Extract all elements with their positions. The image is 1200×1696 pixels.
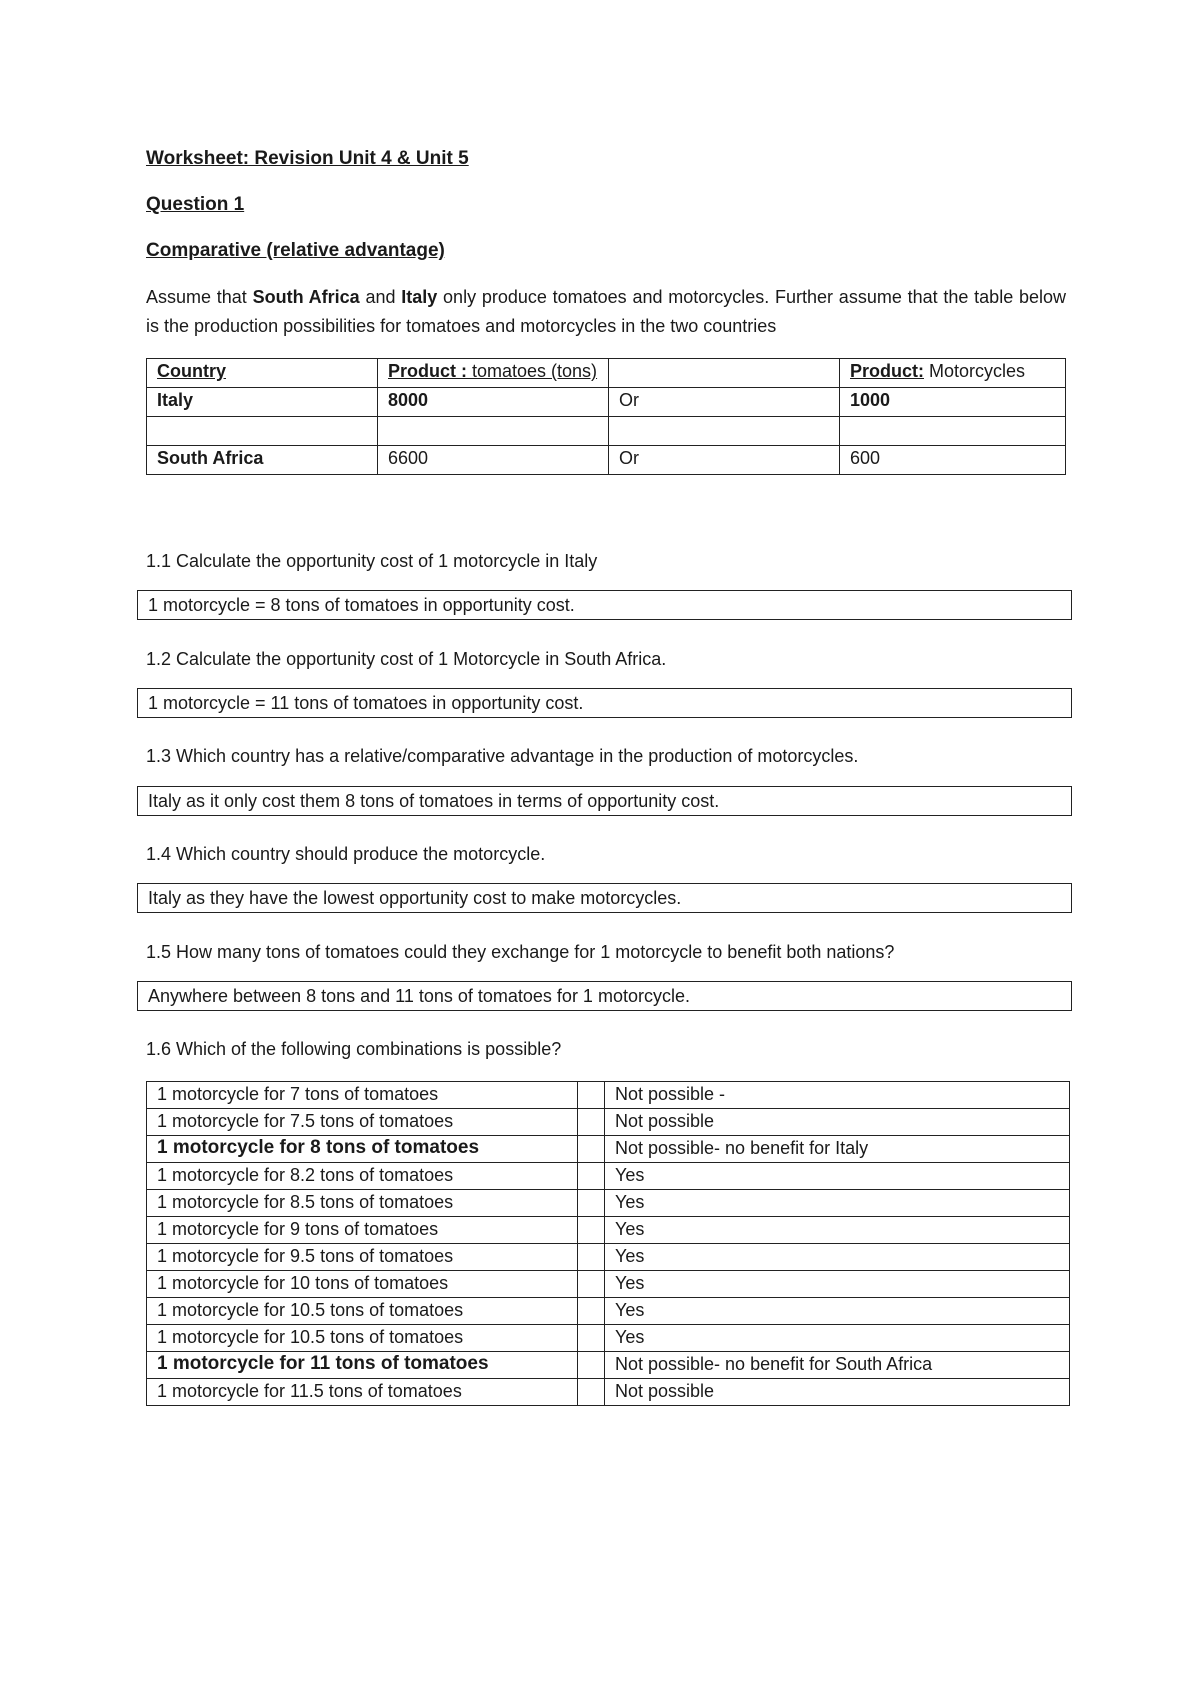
header-product1-rest: tomatoes (tons) (467, 361, 598, 381)
table-row-south-africa (147, 446, 1066, 475)
header-country (147, 359, 378, 388)
cell-or: Or (609, 388, 840, 417)
empty-cell (578, 1271, 605, 1298)
cell-empty (378, 417, 609, 446)
combo-cell: 1 motorcycle for 10.5 tons of tomatoes (147, 1298, 578, 1325)
combo-cell: 1 motorcycle for 7.5 tons of tomatoes (147, 1109, 578, 1136)
header-product2-bold: Product: (850, 361, 924, 381)
empty-cell (578, 1325, 605, 1352)
header-product-tomatoes (378, 359, 609, 388)
result-cell: Yes (605, 1244, 1070, 1271)
empty-cell (578, 1136, 605, 1163)
header-product2-rest: Motorcycles (924, 361, 1026, 381)
result-cell: Not possible- no benefit for Italy (605, 1136, 1070, 1163)
result-cell: Not possible - (605, 1082, 1070, 1109)
cell-motorcycles: 1000 (840, 388, 1066, 417)
question-1-4: 1.4 Which country should produce the motorcycle. (146, 844, 546, 864)
combinations-table (146, 1081, 1070, 1406)
combo-cell: 1 motorcycle for 10 tons of tomatoes (147, 1271, 578, 1298)
empty-cell (578, 1163, 605, 1190)
result-cell: Not possible (605, 1379, 1070, 1406)
table-row (147, 1298, 1070, 1325)
header-country-label: Country (157, 361, 226, 381)
cell-country: Italy (147, 388, 378, 417)
answer-box-1-4[interactable]: Italy as they have the lowest opportunity cost to make motorcycles. (137, 883, 1072, 913)
table-row (147, 1109, 1070, 1136)
intro-south-africa: South Africa (252, 287, 360, 307)
header-product-motorcycles (840, 359, 1066, 388)
result-cell: Not possible- no benefit for South Africa (605, 1352, 1070, 1379)
result-cell: Yes (605, 1271, 1070, 1298)
table-row-empty (147, 417, 1066, 446)
empty-cell (578, 1082, 605, 1109)
empty-cell (578, 1109, 605, 1136)
table-row (147, 1379, 1070, 1406)
result-cell: Yes (605, 1298, 1070, 1325)
section-heading: Comparative (relative advantage) (146, 240, 445, 261)
table-row (147, 1271, 1070, 1298)
answer-box-1-2[interactable]: 1 motorcycle = 11 tons of tomatoes in opportunity cost. (137, 688, 1072, 718)
result-cell: Yes (605, 1190, 1070, 1217)
cell-empty (609, 417, 840, 446)
table-row (147, 1217, 1070, 1244)
table-row (147, 1352, 1070, 1379)
empty-cell (578, 1379, 605, 1406)
table-row (147, 1163, 1070, 1190)
answer-box-1-3[interactable]: Italy as it only cost them 8 tons of tomatoes in terms of opportunity cost. (137, 786, 1072, 816)
intro-italy: Italy (401, 287, 438, 307)
header-product1-bold: Product : (388, 361, 467, 381)
result-cell: Yes (605, 1163, 1070, 1190)
cell-or: Or (609, 446, 840, 475)
intro-text-3: only produce tomatoes and motorcycles. Further assume that the table below is the production possibilities for tomatoes and motorcycles in the two countries (146, 287, 1066, 336)
table-header-row (147, 359, 1066, 388)
table-row (147, 1325, 1070, 1352)
production-possibilities-table (146, 358, 1066, 475)
result-cell: Yes (605, 1325, 1070, 1352)
empty-cell (578, 1298, 605, 1325)
table-row (147, 1136, 1070, 1163)
cell-tomatoes: 6600 (378, 446, 609, 475)
question-1-5: 1.5 How many tons of tomatoes could they exchange for 1 motorcycle to benefit both nations? (146, 942, 895, 962)
header-empty (609, 359, 840, 388)
combo-cell: 1 motorcycle for 8.2 tons of tomatoes (147, 1163, 578, 1190)
cell-tomatoes: 8000 (378, 388, 609, 417)
combo-cell: 1 motorcycle for 9 tons of tomatoes (147, 1217, 578, 1244)
combo-cell: 1 motorcycle for 9.5 tons of tomatoes (147, 1244, 578, 1271)
intro-text-1: Assume that (146, 287, 253, 307)
result-cell: Not possible (605, 1109, 1070, 1136)
intro-text-2: and (359, 287, 402, 307)
combo-cell: 1 motorcycle for 7 tons of tomatoes (147, 1082, 578, 1109)
empty-cell (578, 1352, 605, 1379)
table-row (147, 1244, 1070, 1271)
empty-cell (578, 1244, 605, 1271)
question-1-6: 1.6 Which of the following combinations is possible? (146, 1039, 562, 1059)
combo-cell: 1 motorcycle for 11.5 tons of tomatoes (147, 1379, 578, 1406)
table-row (147, 1082, 1070, 1109)
combo-cell: 1 motorcycle for 8.5 tons of tomatoes (147, 1190, 578, 1217)
empty-cell (578, 1217, 605, 1244)
cell-motorcycles: 600 (840, 446, 1066, 475)
table-row (147, 1190, 1070, 1217)
table-row-italy (147, 388, 1066, 417)
question-heading: Question 1 (146, 194, 245, 215)
combo-cell: 1 motorcycle for 11 tons of tomatoes (147, 1352, 578, 1379)
question-1-3: 1.3 Which country has a relative/comparative advantage in the production of motorcycles. (146, 746, 859, 766)
cell-country: South Africa (147, 446, 378, 475)
question-1-1: 1.1 Calculate the opportunity cost of 1 motorcycle in Italy (146, 551, 598, 571)
empty-cell (578, 1190, 605, 1217)
cell-empty (147, 417, 378, 446)
answer-box-1-1[interactable]: 1 motorcycle = 8 tons of tomatoes in opportunity cost. (137, 590, 1072, 620)
combo-cell: 1 motorcycle for 8 tons of tomatoes (147, 1136, 578, 1163)
intro-paragraph (146, 283, 1066, 341)
cell-empty (840, 417, 1066, 446)
question-1-2: 1.2 Calculate the opportunity cost of 1 Motorcycle in South Africa. (146, 649, 667, 669)
answer-box-1-5[interactable]: Anywhere between 8 tons and 11 tons of tomatoes for 1 motorcycle. (137, 981, 1072, 1011)
result-cell: Yes (605, 1217, 1070, 1244)
worksheet-title: Worksheet: Revision Unit 4 & Unit 5 (146, 148, 469, 169)
combo-cell: 1 motorcycle for 10.5 tons of tomatoes (147, 1325, 578, 1352)
